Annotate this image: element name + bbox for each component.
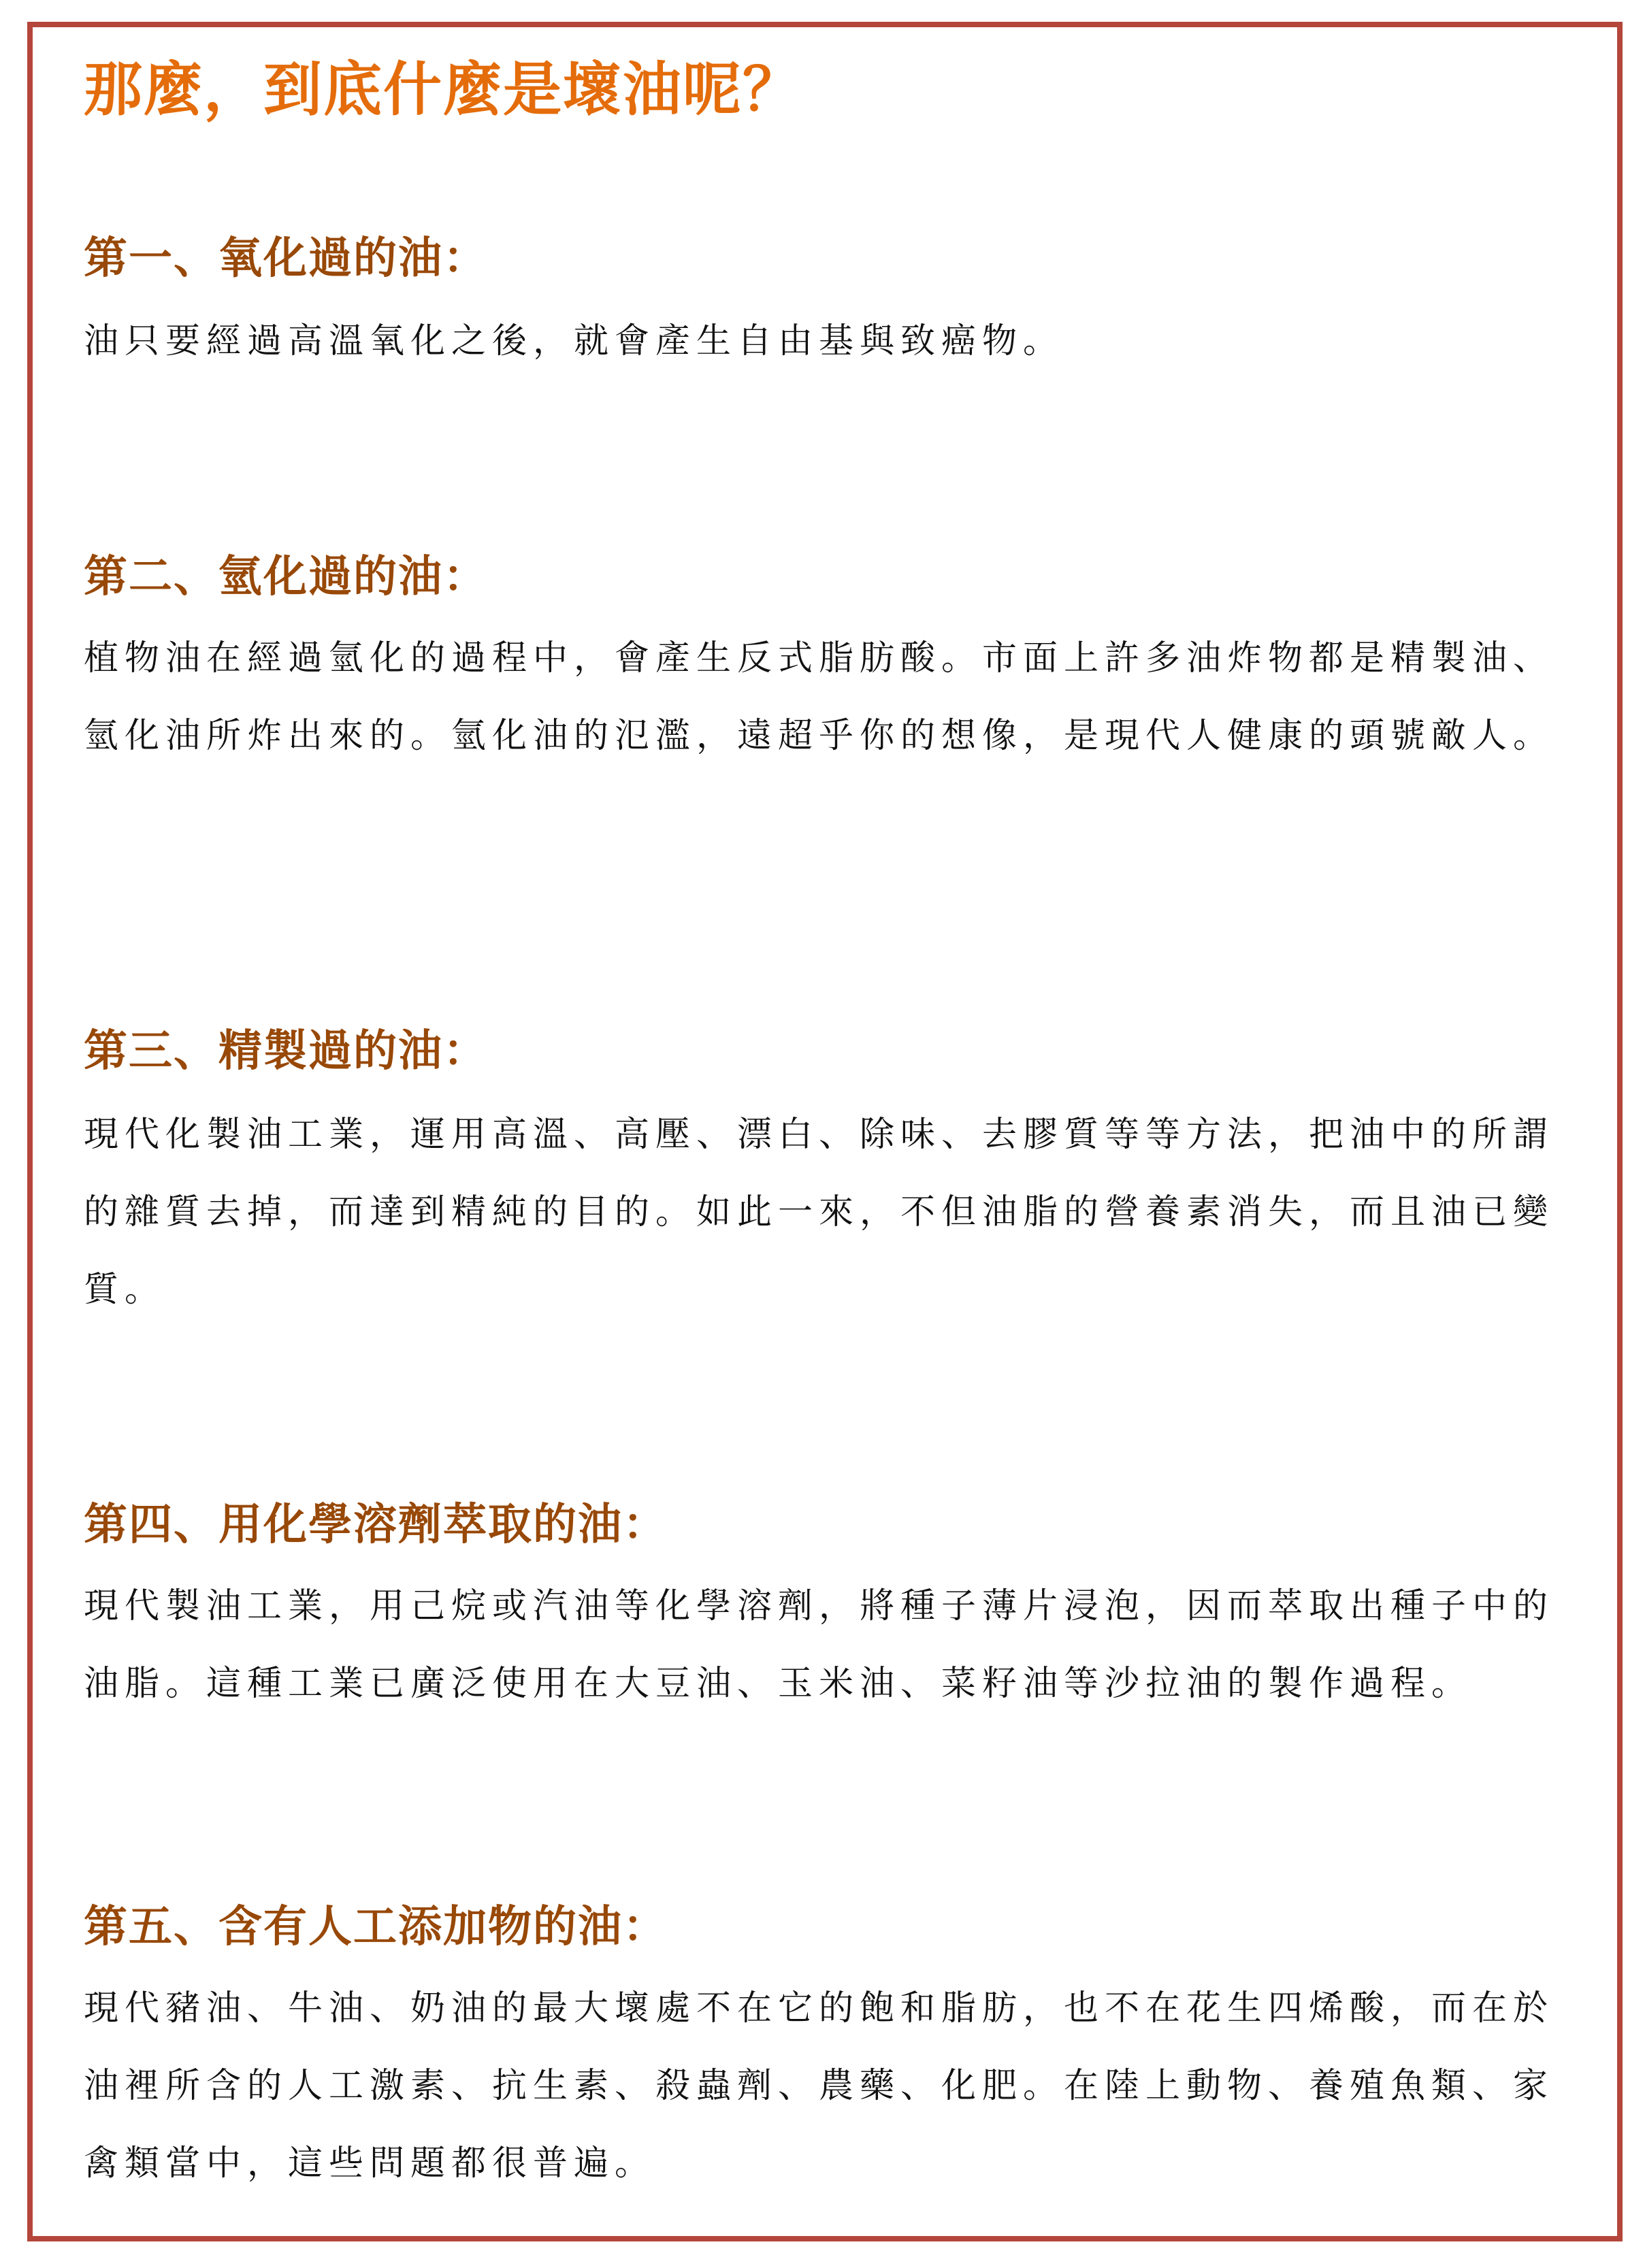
section-heading-oxidized-oil: 第一、氧化過的油：	[84, 233, 488, 284]
section-body-hydrogenated-oil: 植物油在經過氫化的過程中，會產生反式脂肪酸。市面上許多油炸物都是精製油、氫化油所炸出來的。氫化油的氾濫，遠超乎你的想像，是現代人健康的頭號敵人。	[84, 638, 1554, 756]
section-heading-solvent-extracted-oil: 第四、用化學溶劑萃取的油：	[84, 1500, 668, 1550]
page-title: 那麼，到底什麼是壞油呢？	[84, 56, 802, 124]
section-body-oxidized-oil: 油只要經過高溫氧化之後，就會產生自由基與致癌物。	[84, 321, 1064, 361]
section-body-solvent-extracted-oil: 現代製油工業，用己烷或汽油等化學溶劑，將種子薄片浸泡，因而萃取出種子中的油脂。這種工業已廣泛使用在大豆油、玉米油、菜籽油等沙拉油的製作過程。	[84, 1586, 1554, 1704]
section-body-refined-oil: 現代化製油工業，運用高溫、高壓、漂白、除味、去膠質等等方法，把油中的所謂的雜質去掉，而達到精純的目的。如此一來，不但油脂的營養素消失，而且油已變質。	[84, 1115, 1554, 1310]
section-heading-refined-oil: 第三、精製過的油：	[84, 1026, 488, 1077]
section-body-additive-oil: 現代豬油、牛油、奶油的最大壞處不在它的飽和脂肪，也不在花生四烯酸，而在於油裡所含的人工激素、抗生素、殺蟲劑、農藥、化肥。在陸上動物、養殖魚類、家禽類當中，這些問題都很普遍。	[84, 1988, 1554, 2184]
section-heading-hydrogenated-oil: 第二、氫化過的油：	[84, 552, 488, 602]
section-heading-additive-oil: 第五、含有人工添加物的油：	[84, 1902, 668, 1952]
